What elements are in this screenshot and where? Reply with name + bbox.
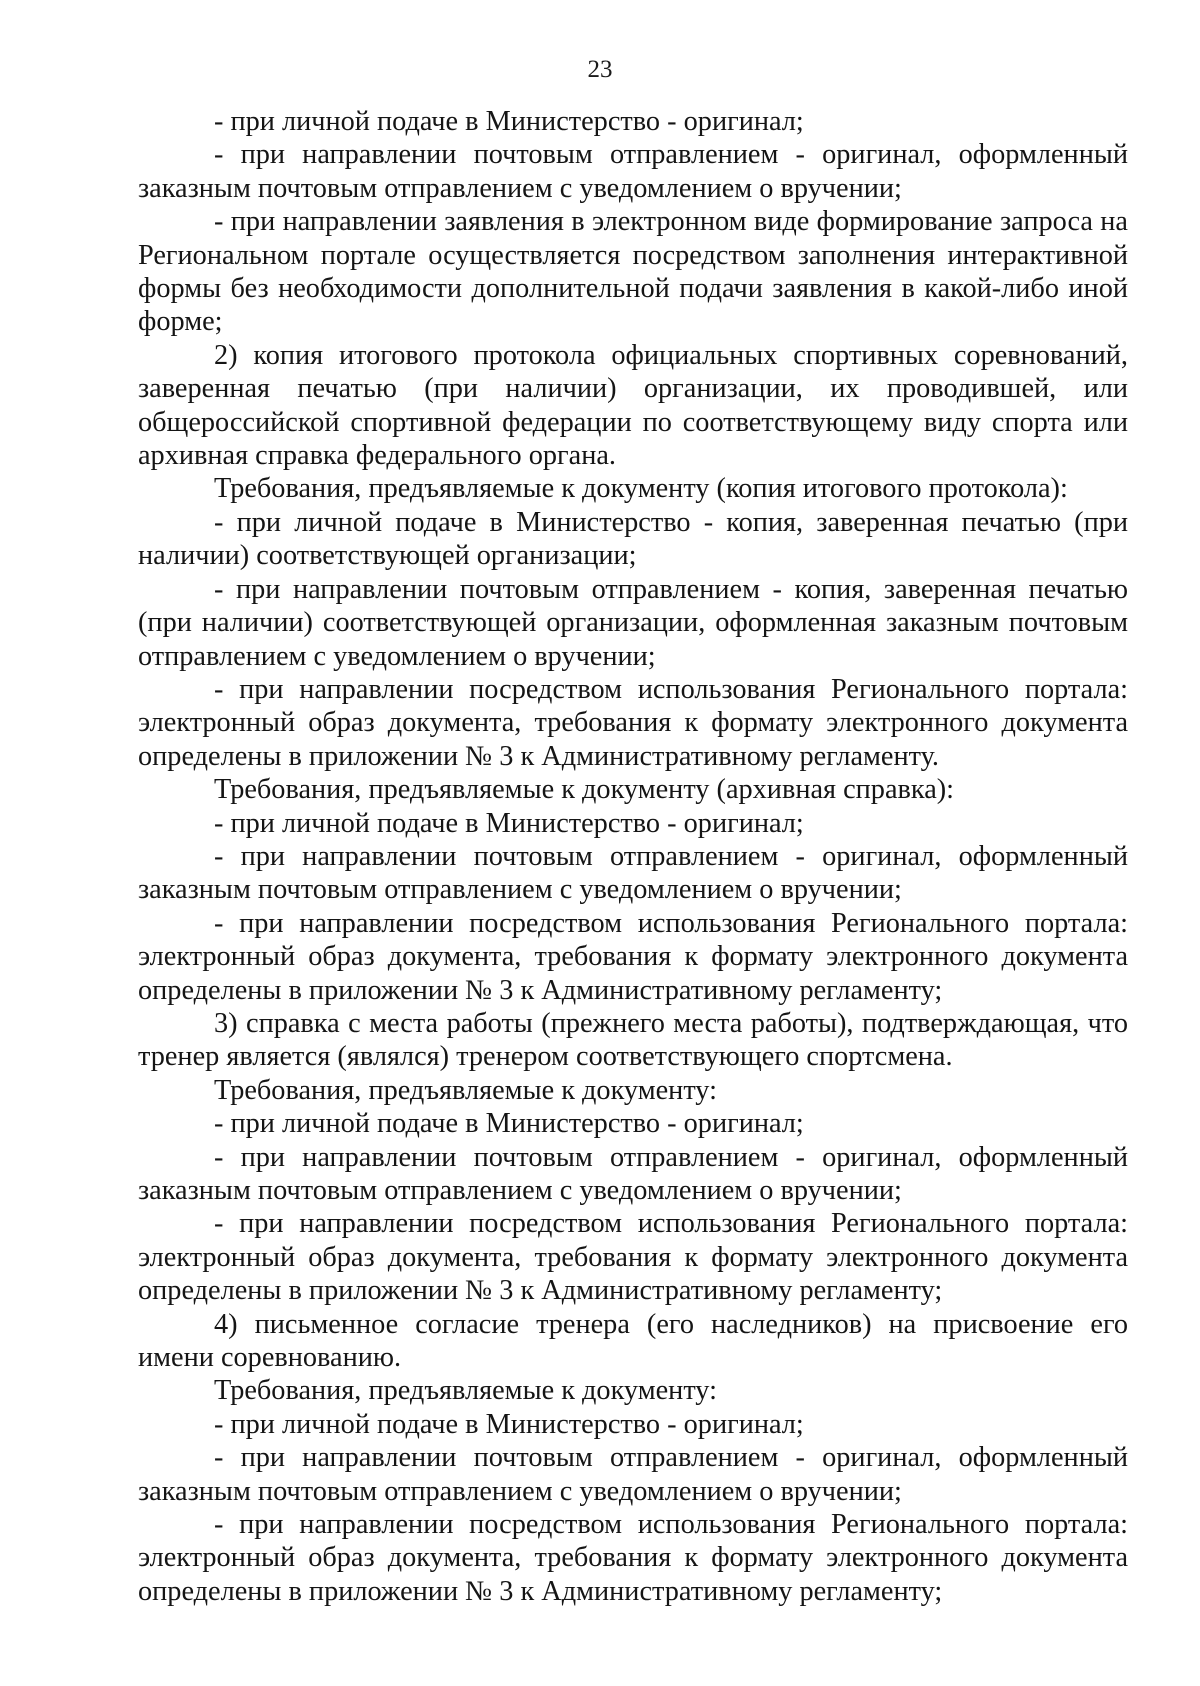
paragraph-item-4-written-consent: 4) письменное согласие тренера (его наследников) на присвоение его имени соревнованию. bbox=[138, 1308, 1128, 1374]
paragraph-postal-submission-copy: - при направлении почтовым отправлением - копия, заверенная печатью (при наличии) соответствующей организации, оформленная заказным почтовым отправлением с уведомлением о вручении; bbox=[138, 573, 1128, 672]
paragraph-requirements-archive-certificate: Требования, предъявляемые к документу (архивная справка): bbox=[214, 774, 955, 806]
paragraph-item-3-work-certificate: 3) справка с места работы (прежнего места работы), подтверждающая, что тренер является (являлся) тренером соответствующего спортсмена. bbox=[138, 1007, 1128, 1073]
paragraph-personal-submission-original: - при личной подаче в Министерство - оригинал; bbox=[214, 1408, 804, 1440]
paragraph-personal-submission-copy: - при личной подаче в Министерство - копия, заверенная печатью (при наличии) соответствующей организации; bbox=[138, 506, 1128, 572]
paragraph-personal-submission-original: - при личной подаче в Министерство - оригинал; bbox=[214, 106, 804, 137]
paragraph-regional-portal-electronic-image: - при направлении посредством использования Регионального портала: электронный образ документа, требования к формату электронного документа определены в приложении № 3 к Административному регламенту. bbox=[138, 673, 1128, 772]
paragraph-postal-submission-original: - при направлении почтовым отправлением - оригинал, оформленный заказным почтовым отправлением с уведомлением о вручении; bbox=[138, 139, 1128, 204]
document-body bbox=[138, 105, 1128, 1608]
paragraph-electronic-application: - при направлении заявления в электронном виде формирование запроса на Региональном портале осуществляется посредством заполнения интерактивной формы без необходимости дополнительной подачи заявления в какой-либо иной форме; bbox=[138, 206, 1128, 338]
paragraph-personal-submission-original: - при личной подаче в Министерство - оригинал; bbox=[214, 807, 804, 839]
paragraph-item-2-protocol-copy: 2) копия итогового протокола официальных спортивных соревнований, заверенная печатью (при наличии) организации, их проводившей, или общероссийской спортивной федерации по соответствующему виду спорта или архивная справка федерального органа. bbox=[138, 339, 1128, 472]
paragraph-requirements-protocol-copy: Требования, предъявляемые к документу (копия итогового протокола): bbox=[214, 473, 1068, 505]
page-number: 23 bbox=[587, 56, 613, 83]
paragraph-postal-submission-original: - при направлении почтовым отправлением - оригинал, оформленный заказным почтовым отправлением с уведомлением о вручении; bbox=[138, 1442, 1128, 1507]
paragraph-regional-portal-electronic-image: - при направлении посредством использования Регионального портала: электронный образ документа, требования к формату электронного документа определены в приложении № 3 к Административному регламенту; bbox=[138, 1208, 1128, 1307]
paragraph-postal-submission-original: - при направлении почтовым отправлением - оригинал, оформленный заказным почтовым отправлением с уведомлением о вручении; bbox=[138, 1141, 1128, 1206]
paragraph-personal-submission-original: - при личной подаче в Министерство - оригинал; bbox=[214, 1108, 804, 1140]
paragraph-regional-portal-electronic-image: - при направлении посредством использования Регионального портала: электронный образ документа, требования к формату электронного документа определены в приложении № 3 к Административному регламенту; bbox=[138, 907, 1128, 1006]
paragraph-regional-portal-electronic-image: - при направлении посредством использования Регионального портала: электронный образ документа, требования к формату электронного документа определены в приложении № 3 к Административному регламенту; bbox=[138, 1509, 1128, 1607]
paragraph-requirements-document: Требования, предъявляемые к документу: bbox=[214, 1074, 717, 1106]
paragraph-requirements-document: Требования, предъявляемые к документу: bbox=[214, 1375, 717, 1407]
paragraph-postal-submission-original: - при направлении почтовым отправлением - оригинал, оформленный заказным почтовым отправлением с уведомлением о вручении; bbox=[138, 840, 1128, 906]
